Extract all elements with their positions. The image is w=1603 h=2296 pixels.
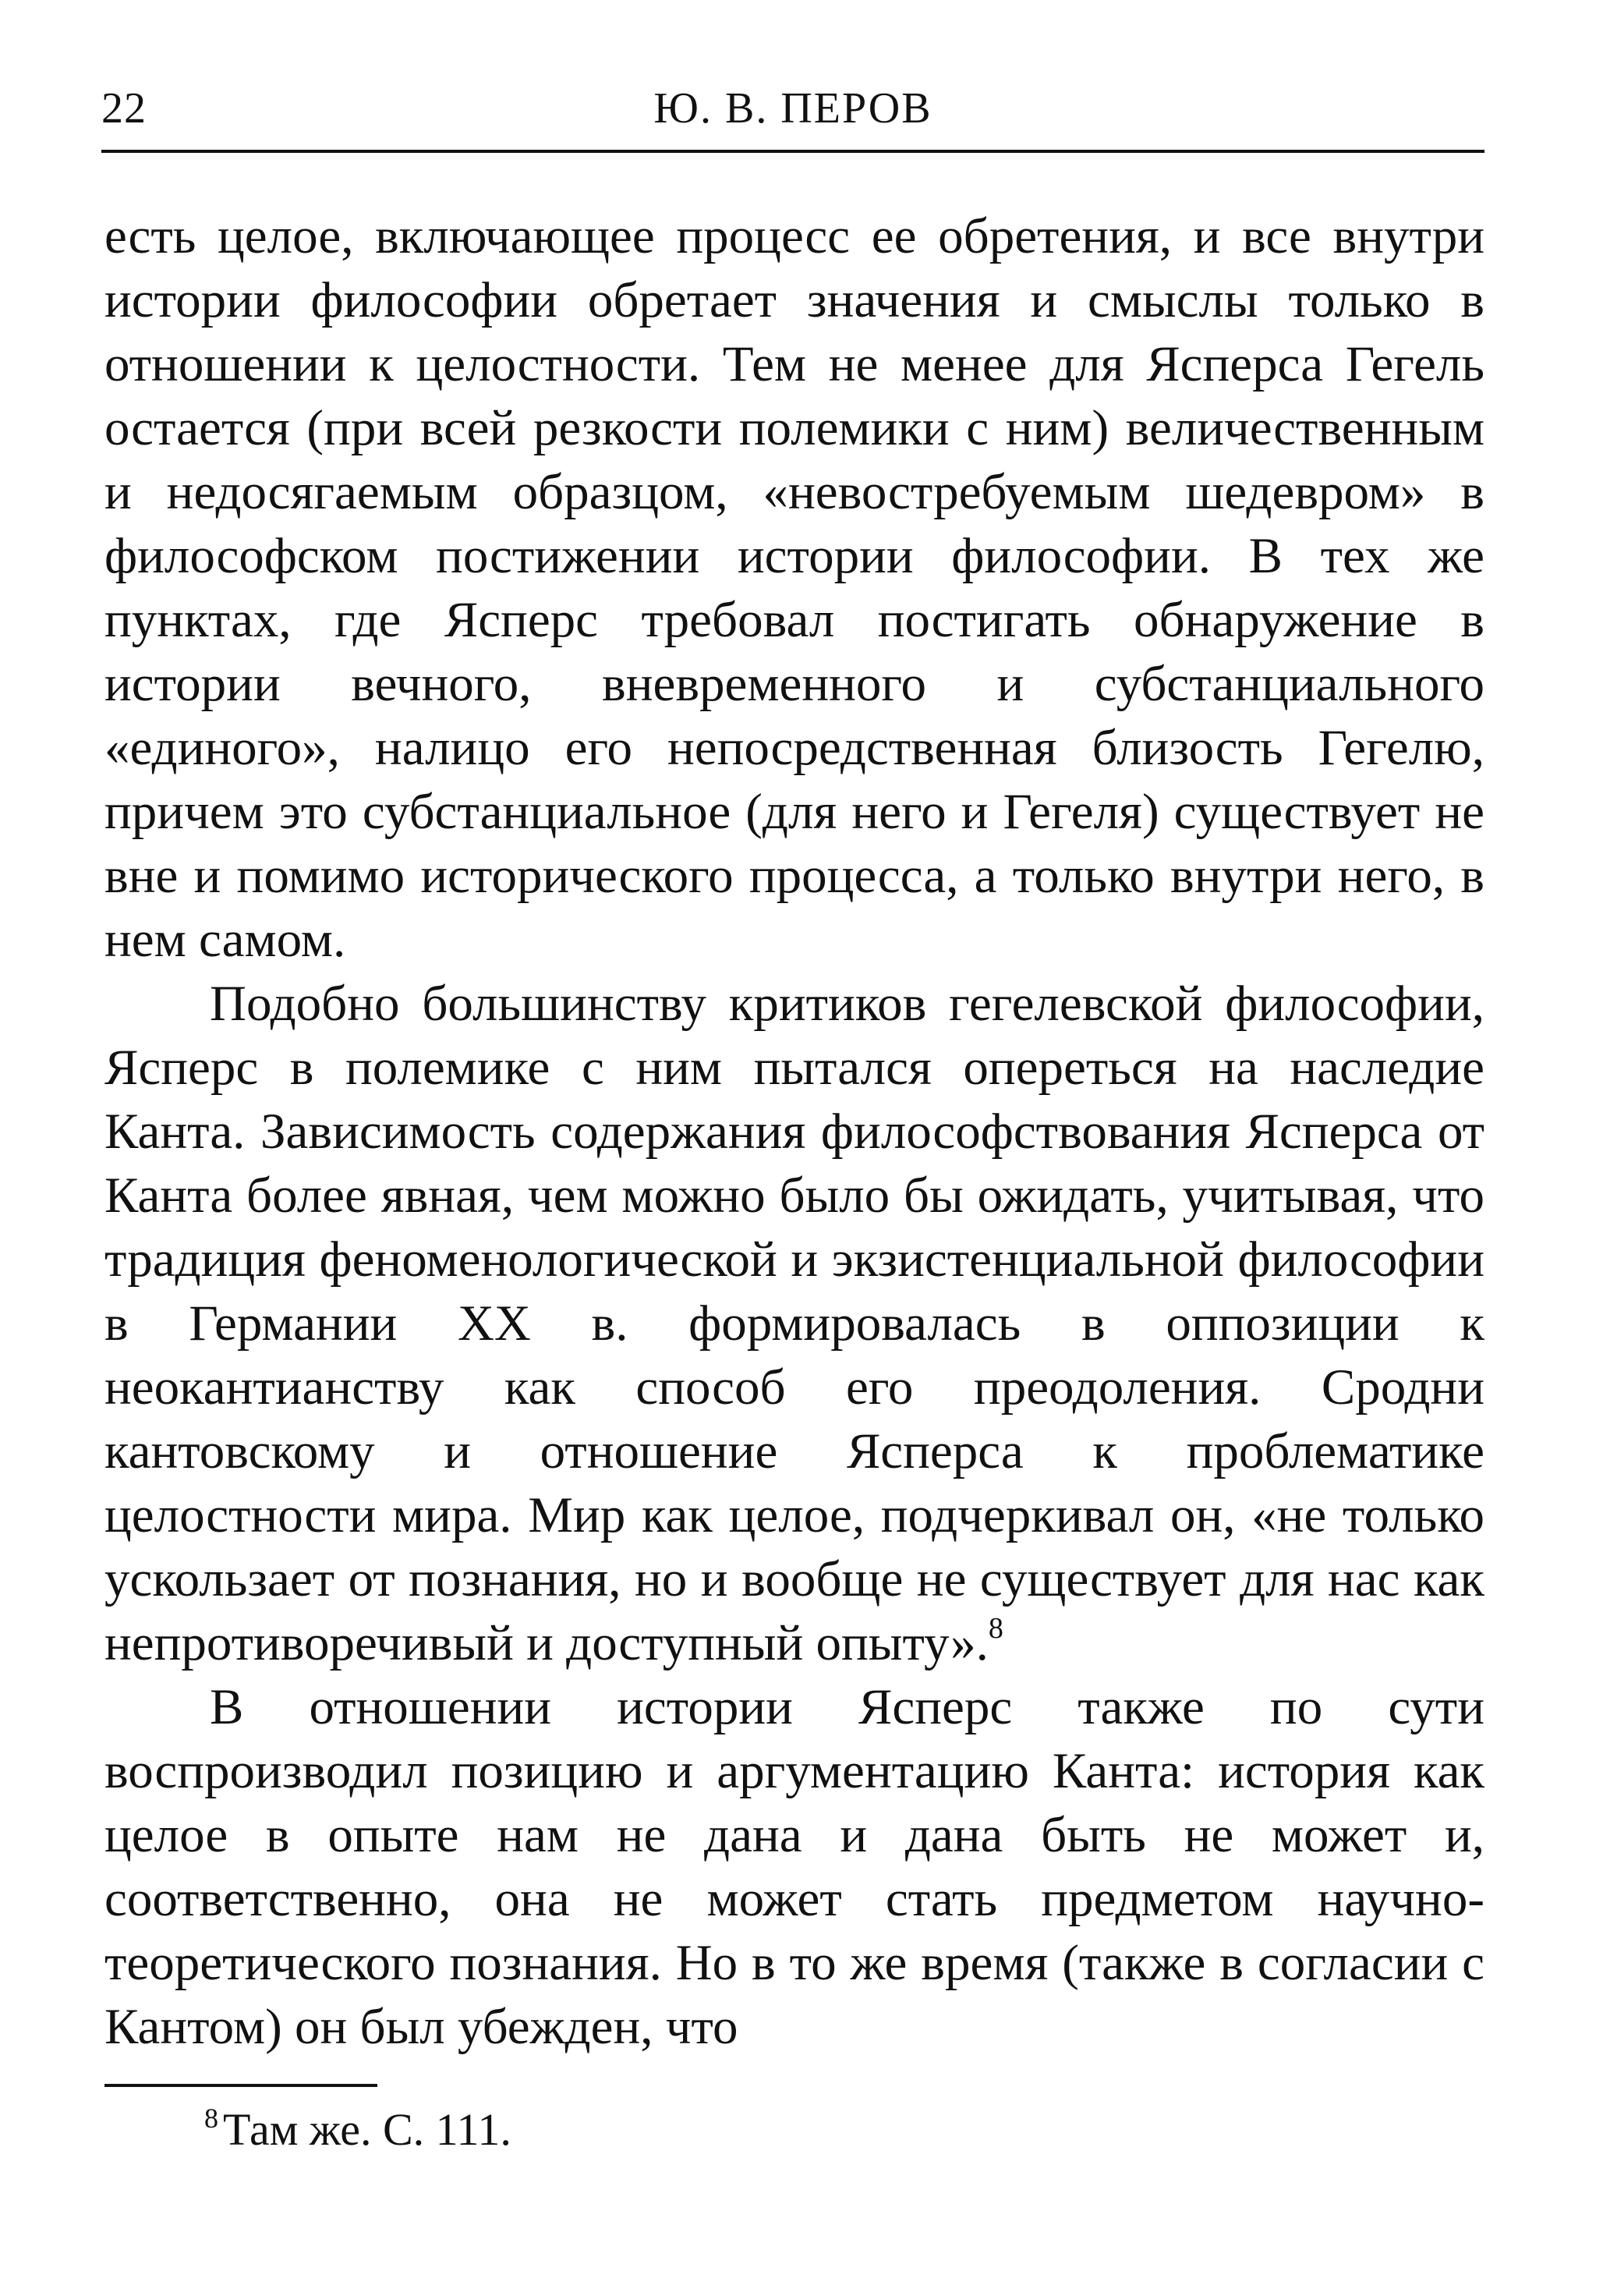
paragraph-3 (104, 1675, 1484, 2059)
paragraph-1 (104, 204, 1484, 972)
footnote-reference[interactable]: 8 (988, 1612, 1003, 1645)
footnote-marker: 8 (204, 2103, 218, 2134)
running-title: Ю. В. ПЕРОВ (653, 84, 932, 133)
footnote-divider (104, 2084, 377, 2087)
paragraph-2 (104, 972, 1484, 1675)
footnote-8 (204, 2101, 511, 2159)
paragraph-3-text: В отношении истории Ясперс также по сути воспроизводил позицию и аргументацию Канта: история как целое в опыте нам не дана и дана быть не может и, соответственно, она не может стать предметом научно-теоретического познания. Но в то же время (также в согласии с Кантом) он был убежден, что (104, 1679, 1484, 2055)
page-header (101, 75, 1484, 153)
main-text (104, 204, 1484, 2059)
page-number: 22 (101, 84, 147, 133)
paragraph-1-text: есть целое, включающее процесс ее обретения, и все внутри истории философии обретает значения и смыслы только в отношении к целостности. Тем не менее для Ясперса Гегель остается (при всей резкости полемики с ним) величественным и недосягаемым образцом, «невостребуемым шедевром» в философском постижении истории философии. В тех же пунктах, где Ясперс требовал постигать обнаружение в истории вечного, вневременного и субстанциального «единого», налицо его непосредственная близость Гегелю, причем это субстанциальное (для него и Гегеля) существует не вне и помимо исторического процесса, а только внутри него, в нем самом. (104, 208, 1484, 968)
paragraph-2-text: Подобно большинству критиков гегелевской философии, Ясперс в полемике с ним пытался опереться на наследие Канта. Зависимость содержания философствования Ясперса от Канта более явная, чем можно было бы ожидать, учитывая, что традиция феноменологической и экзистенциальной философии в Германии XX в. формировалась в оппозиции к неокантианству как способ его преодоления. Сродни кантовскому и отношение Ясперса к проблематике целостности мира. Мир как целое, подчеркивал он, «не только ускользает от познания, но и вообще не существует для нас как непротиворечивый и доступный опыту». (104, 976, 1484, 1671)
footnote-text: Там же. С. 111. (223, 2104, 511, 2155)
